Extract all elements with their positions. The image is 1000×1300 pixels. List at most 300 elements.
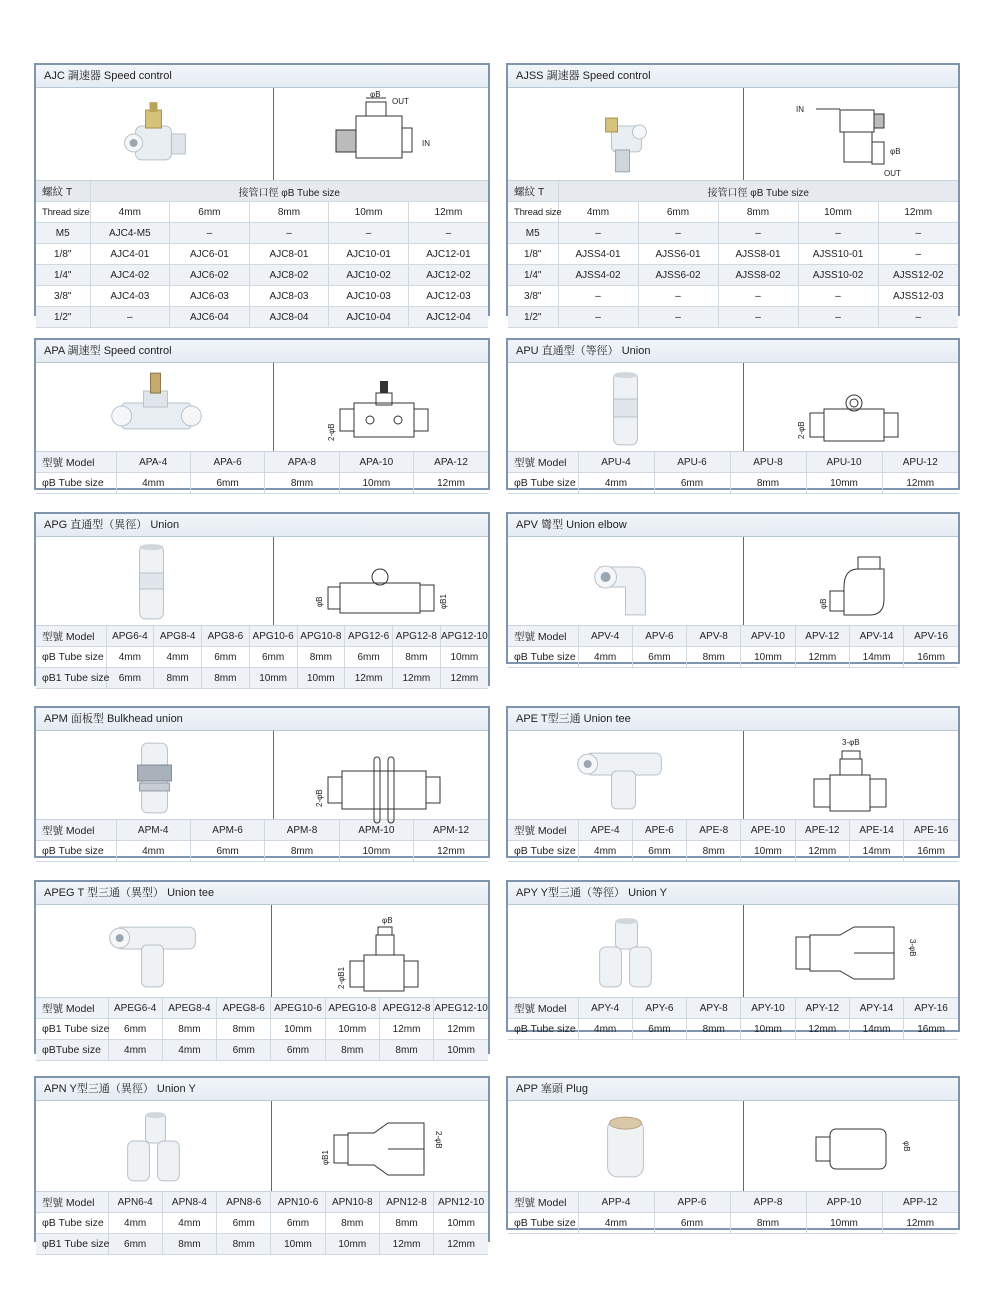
y-union-drawing-icon	[272, 1101, 488, 1191]
table-cell: 10mm	[806, 1213, 882, 1234]
table-cell: APP-6	[654, 1192, 730, 1213]
table-row	[36, 647, 488, 668]
table-row	[508, 1019, 958, 1040]
table-cell: –	[798, 286, 878, 307]
dim-label: 2-φB	[434, 1131, 443, 1149]
title-code: AJC	[44, 70, 65, 82]
table-cell: APN10-6	[271, 1192, 325, 1213]
table-cell: 4mm	[108, 1040, 162, 1061]
table-row	[36, 244, 488, 265]
table-cell: APP-4	[578, 1192, 654, 1213]
card-title	[508, 65, 958, 88]
product-photo	[36, 731, 274, 819]
technical-drawing	[274, 363, 488, 451]
table-cell: APE-16	[904, 820, 958, 841]
card-apeg	[34, 880, 490, 1054]
table-cell: –	[249, 223, 329, 244]
dim-label: φB1	[321, 1150, 330, 1165]
table-cell: 10mm	[325, 1234, 379, 1255]
table-cell: APEG12-8	[379, 998, 433, 1019]
table-cell: 1/2"	[36, 307, 90, 328]
table-cell: 4mm	[162, 1040, 216, 1061]
table-cell: 14mm	[849, 841, 903, 862]
title-code: APU	[516, 345, 539, 357]
table-cell: 6mm	[202, 647, 250, 668]
y-union-photo-icon	[508, 905, 743, 997]
table-cell: 6mm	[271, 1213, 325, 1234]
dim-label: 3-φB	[908, 939, 917, 957]
size-cell: 8mm	[718, 202, 798, 223]
table-cell: 12mm	[440, 668, 488, 689]
table-cell: 3/8"	[508, 286, 558, 307]
thread-header: 螺紋 T	[36, 181, 90, 202]
card-title	[36, 708, 488, 731]
table-cell: 8mm	[379, 1213, 433, 1234]
table-cell: –	[718, 307, 798, 328]
card-title	[508, 1078, 958, 1101]
title-code: APP	[516, 1083, 538, 1095]
title-text: 調速器 Speed control	[67, 70, 172, 82]
product-photo	[36, 1101, 272, 1191]
card-title	[508, 882, 958, 905]
table-cell: AJSS4-01	[558, 244, 638, 265]
title-code: APA	[44, 345, 65, 357]
elbow-photo-icon	[508, 537, 743, 625]
spec-table	[36, 820, 488, 862]
dim-label: φB	[370, 90, 381, 99]
card-apg	[34, 512, 490, 686]
table-cell: APU-6	[654, 452, 730, 473]
technical-drawing	[274, 731, 488, 819]
technical-drawing	[272, 905, 488, 997]
table-cell: APG12-10	[440, 626, 488, 647]
table-cell: –	[878, 307, 958, 328]
y-union-drawing-icon	[744, 905, 958, 997]
table-cell: 8mm	[379, 1040, 433, 1061]
table-cell: 1/8"	[508, 244, 558, 265]
table-cell: 1/2"	[508, 307, 558, 328]
table-cell: APV-16	[904, 626, 958, 647]
card-title	[508, 514, 958, 537]
speed-control-drawing-icon	[274, 363, 488, 451]
table-cell: APG8-4	[154, 626, 202, 647]
table-cell: AJC10-02	[329, 265, 409, 286]
technical-drawing	[744, 363, 958, 451]
card-apy	[506, 880, 960, 1035]
table-cell: APG10-6	[249, 626, 297, 647]
table-cell: 14mm	[849, 647, 903, 668]
table-cell: –	[329, 223, 409, 244]
spec-table	[508, 626, 958, 668]
table-cell: 4mm	[154, 647, 202, 668]
table-cell: APN10-8	[325, 1192, 379, 1213]
table-cell: APN8-4	[162, 1192, 216, 1213]
table-cell: –	[798, 307, 878, 328]
table-cell: APE-10	[741, 820, 795, 841]
table-cell: 1/8"	[36, 244, 90, 265]
union-drawing-icon	[744, 363, 958, 451]
size-cell: 4mm	[558, 202, 638, 223]
table-cell: 6mm	[106, 668, 154, 689]
table-cell: AJSS6-02	[638, 265, 718, 286]
table-cell: φB Tube size	[36, 841, 116, 862]
product-photo	[508, 88, 744, 180]
thread-size-label: Thread size	[36, 202, 90, 223]
table-cell: APV-14	[849, 626, 903, 647]
table-cell: APM-12	[414, 820, 488, 841]
size-cell: 12mm	[408, 202, 488, 223]
table-cell: AJC12-01	[408, 244, 488, 265]
table-cell: 12mm	[434, 1019, 488, 1040]
union-photo-icon	[508, 363, 743, 451]
reducing-union-drawing-icon	[274, 537, 488, 625]
table-cell: AJSS8-01	[718, 244, 798, 265]
table-cell: APP-8	[730, 1192, 806, 1213]
table-cell: M5	[508, 223, 558, 244]
technical-drawing	[744, 88, 958, 180]
table-row	[508, 626, 958, 647]
table-cell: AJC6-04	[170, 307, 250, 328]
table-cell: 型號 Model	[508, 452, 578, 473]
speed-control-drawing-icon	[274, 88, 488, 180]
size-cell: 8mm	[249, 202, 329, 223]
table-row	[36, 1213, 488, 1234]
spec-table	[508, 998, 958, 1040]
title-text: 彎型 Union elbow	[541, 519, 627, 531]
table-row	[508, 647, 958, 668]
card-title	[508, 340, 958, 363]
dim-label: OUT	[392, 97, 409, 106]
table-cell: APG12-8	[393, 626, 441, 647]
table-cell: APV-10	[741, 626, 795, 647]
table-cell: 12mm	[379, 1234, 433, 1255]
table-row	[508, 473, 958, 494]
product-photo	[508, 363, 744, 451]
table-cell: 10mm	[806, 473, 882, 494]
table-cell: APY-16	[904, 998, 958, 1019]
table-cell: –	[90, 307, 170, 328]
table-cell: APY-14	[849, 998, 903, 1019]
table-cell: AJC8-01	[249, 244, 329, 265]
table-cell: APU-8	[730, 452, 806, 473]
table-cell: APY-6	[632, 998, 686, 1019]
table-cell: 8mm	[162, 1019, 216, 1040]
title-code: APEG	[44, 887, 75, 899]
product-photo	[36, 88, 274, 180]
title-text: 直通型（等徑） Union	[541, 345, 651, 357]
card-ajss	[506, 63, 960, 323]
card-app	[506, 1076, 960, 1230]
table-cell: APG10-8	[297, 626, 345, 647]
table-row	[36, 1040, 488, 1061]
plug-drawing-icon	[744, 1101, 958, 1191]
table-cell: –	[558, 307, 638, 328]
table-cell: φBTube size	[36, 1040, 108, 1061]
table-cell: 8mm	[325, 1040, 379, 1061]
table-cell: φB Tube size	[36, 647, 106, 668]
dim-label: OUT	[884, 169, 901, 178]
table-cell: AJC12-02	[408, 265, 488, 286]
thread-header: 螺紋 T	[508, 181, 558, 202]
dim-label: φB	[819, 598, 828, 609]
table-cell: APN6-4	[108, 1192, 162, 1213]
table-cell: AJC4-M5	[90, 223, 170, 244]
table-cell: APA-8	[265, 452, 339, 473]
table-cell: 16mm	[904, 841, 958, 862]
table-cell: 14mm	[849, 1019, 903, 1040]
product-photo	[36, 363, 274, 451]
table-row	[508, 1192, 958, 1213]
table-cell: 10mm	[271, 1234, 325, 1255]
table-cell: 6mm	[271, 1040, 325, 1061]
table-row	[508, 1213, 958, 1234]
spec-table	[36, 626, 488, 689]
size-cell: 4mm	[90, 202, 170, 223]
table-cell: –	[798, 223, 878, 244]
table-cell: AJSS4-02	[558, 265, 638, 286]
table-cell: AJC8-04	[249, 307, 329, 328]
dim-label: 3-φB	[842, 738, 860, 747]
table-cell: APE-14	[849, 820, 903, 841]
size-cell: 12mm	[878, 202, 958, 223]
table-cell: 6mm	[654, 1213, 730, 1234]
table-cell: 6mm	[632, 841, 686, 862]
table-row	[36, 1234, 488, 1255]
table-cell: 8mm	[154, 668, 202, 689]
table-cell: 6mm	[108, 1234, 162, 1255]
table-cell: AJC6-03	[170, 286, 250, 307]
table-cell: 3/8"	[36, 286, 90, 307]
reducing-union-photo-icon	[36, 537, 273, 625]
table-cell: AJC6-02	[170, 265, 250, 286]
table-cell: 6mm	[190, 473, 264, 494]
table-cell: 8mm	[687, 1019, 741, 1040]
table-cell: 1/4"	[508, 265, 558, 286]
table-cell: 型號 Model	[508, 820, 578, 841]
technical-drawing	[744, 537, 958, 625]
table-cell: 12mm	[882, 473, 958, 494]
table-row	[508, 841, 958, 862]
table-cell: 8mm	[217, 1234, 271, 1255]
table-cell: AJSS8-02	[718, 265, 798, 286]
table-cell: 型號 Model	[508, 1192, 578, 1213]
card-apn	[34, 1076, 490, 1250]
tee-drawing-icon	[744, 731, 958, 819]
table-cell: APV-8	[687, 626, 741, 647]
table-cell: –	[878, 244, 958, 265]
tube-size-header: 接管口徑 φB Tube size	[90, 181, 488, 202]
table-cell: 型號 Model	[36, 820, 116, 841]
table-cell: 4mm	[116, 841, 190, 862]
card-ajc	[34, 63, 490, 323]
spec-table	[508, 820, 958, 862]
title-text: T 型三通（異型） Union tee	[77, 887, 215, 899]
table-cell: APV-6	[632, 626, 686, 647]
size-cell: 10mm	[329, 202, 409, 223]
title-code: APN	[44, 1083, 67, 1095]
table-row	[36, 998, 488, 1019]
spec-table	[36, 998, 488, 1061]
technical-drawing	[744, 731, 958, 819]
dim-label: 2-φB	[315, 789, 324, 807]
table-row	[36, 841, 488, 862]
table-cell: APA-4	[116, 452, 190, 473]
title-code: APV	[516, 519, 539, 531]
product-photo	[508, 1101, 744, 1191]
table-cell: APU-10	[806, 452, 882, 473]
table-cell: –	[638, 307, 718, 328]
table-cell: APV-12	[795, 626, 849, 647]
table-cell: APM-6	[190, 820, 264, 841]
technical-drawing	[272, 1101, 488, 1191]
table-cell: AJC8-03	[249, 286, 329, 307]
table-cell: 12mm	[795, 647, 849, 668]
table-cell: 10mm	[339, 473, 413, 494]
table-cell: APE-6	[632, 820, 686, 841]
table-cell: APU-4	[578, 452, 654, 473]
thread-size-label: Thread size	[508, 202, 558, 223]
title-code: APE	[516, 713, 539, 725]
spec-table	[508, 452, 958, 494]
table-row	[36, 452, 488, 473]
dim-label: φB	[890, 147, 901, 156]
table-cell: APE-4	[578, 820, 632, 841]
table-cell: 16mm	[904, 1019, 958, 1040]
table-row	[36, 286, 488, 307]
table-cell: 4mm	[578, 473, 654, 494]
table-cell: APG12-6	[345, 626, 393, 647]
title-code: APG	[44, 519, 68, 531]
size-cell: 6mm	[638, 202, 718, 223]
table-cell: AJC10-01	[329, 244, 409, 265]
table-cell: –	[718, 223, 798, 244]
product-photo	[36, 537, 274, 625]
card-title	[36, 340, 488, 363]
table-cell: APG8-6	[202, 626, 250, 647]
table-cell: APV-4	[578, 626, 632, 647]
table-cell: 型號 Model	[508, 998, 578, 1019]
table-cell: APP-12	[882, 1192, 958, 1213]
table-cell: 10mm	[325, 1019, 379, 1040]
table-cell: APE-12	[795, 820, 849, 841]
product-photo	[508, 537, 744, 625]
tube-size-header: 接管口徑 φB Tube size	[558, 181, 958, 202]
table-cell: 型號 Model	[508, 626, 578, 647]
table-cell: –	[558, 223, 638, 244]
table-cell: 12mm	[379, 1019, 433, 1040]
table-cell: AJC4-01	[90, 244, 170, 265]
table-cell: APM-4	[116, 820, 190, 841]
table-cell: AJC6-01	[170, 244, 250, 265]
title-text: 調速型 Speed control	[67, 345, 172, 357]
table-cell: APEG10-6	[271, 998, 325, 1019]
table-cell: 4mm	[116, 473, 190, 494]
table-cell: APN8-6	[217, 1192, 271, 1213]
reducing-tee-drawing-icon	[272, 905, 488, 997]
table-cell: 12mm	[414, 841, 488, 862]
spec-table	[36, 181, 488, 328]
table-cell: –	[638, 286, 718, 307]
table-row	[36, 820, 488, 841]
table-cell: AJC8-02	[249, 265, 329, 286]
table-cell: φB Tube size	[508, 473, 578, 494]
table-cell: 型號 Model	[36, 998, 108, 1019]
table-cell: φB1 Tube size	[36, 668, 106, 689]
card-apu	[506, 338, 960, 490]
dim-label: φB1	[439, 594, 448, 609]
card-title	[508, 708, 958, 731]
product-photo	[508, 731, 744, 819]
table-cell: 8mm	[202, 668, 250, 689]
card-apa	[34, 338, 490, 490]
table-cell: AJC12-04	[408, 307, 488, 328]
table-cell: APY-12	[795, 998, 849, 1019]
table-cell: APA-6	[190, 452, 264, 473]
table-cell: APN12-10	[434, 1192, 488, 1213]
dim-label: IN	[422, 139, 430, 148]
table-cell: 8mm	[162, 1234, 216, 1255]
table-row	[508, 307, 958, 328]
table-cell: AJSS6-01	[638, 244, 718, 265]
title-code: APY	[516, 887, 538, 899]
table-row	[36, 668, 488, 689]
table-cell: φB1 Tube size	[36, 1019, 108, 1040]
table-row	[508, 452, 958, 473]
title-text: 塞頭 Plug	[540, 1083, 588, 1095]
dim-label: IN	[796, 105, 804, 114]
table-cell: 12mm	[795, 1019, 849, 1040]
table-row	[508, 820, 958, 841]
table-row	[508, 244, 958, 265]
table-cell: 6mm	[345, 647, 393, 668]
table-cell: 8mm	[265, 473, 339, 494]
table-row	[36, 307, 488, 328]
tee-photo-icon	[508, 731, 743, 819]
table-cell: APE-8	[687, 820, 741, 841]
table-cell: AJSS10-01	[798, 244, 878, 265]
table-cell: 6mm	[249, 647, 297, 668]
table-cell: –	[558, 286, 638, 307]
table-row	[508, 286, 958, 307]
table-row	[36, 1019, 488, 1040]
table-cell: APU-12	[882, 452, 958, 473]
bulkhead-photo-icon	[36, 731, 273, 819]
table-cell: 10mm	[741, 841, 795, 862]
table-cell: –	[718, 286, 798, 307]
table-cell: 10mm	[440, 647, 488, 668]
table-cell: 10mm	[741, 1019, 795, 1040]
table-cell: AJSS10-02	[798, 265, 878, 286]
table-cell: 8mm	[265, 841, 339, 862]
table-row	[36, 1192, 488, 1213]
table-cell: φB Tube size	[508, 1213, 578, 1234]
table-cell: AJSS12-03	[878, 286, 958, 307]
table-cell: 6mm	[632, 647, 686, 668]
table-cell: 8mm	[393, 647, 441, 668]
table-cell: 12mm	[345, 668, 393, 689]
table-cell: 12mm	[414, 473, 488, 494]
table-cell: 6mm	[654, 473, 730, 494]
table-cell: 型號 Model	[36, 1192, 108, 1213]
table-cell: 4mm	[162, 1213, 216, 1234]
dim-label: φB	[315, 596, 324, 607]
table-cell: 4mm	[106, 647, 154, 668]
title-code: AJSS	[516, 70, 544, 82]
card-title	[36, 65, 488, 88]
table-cell: 6mm	[217, 1040, 271, 1061]
dim-label: φB	[382, 916, 393, 925]
table-cell: 4mm	[578, 1213, 654, 1234]
